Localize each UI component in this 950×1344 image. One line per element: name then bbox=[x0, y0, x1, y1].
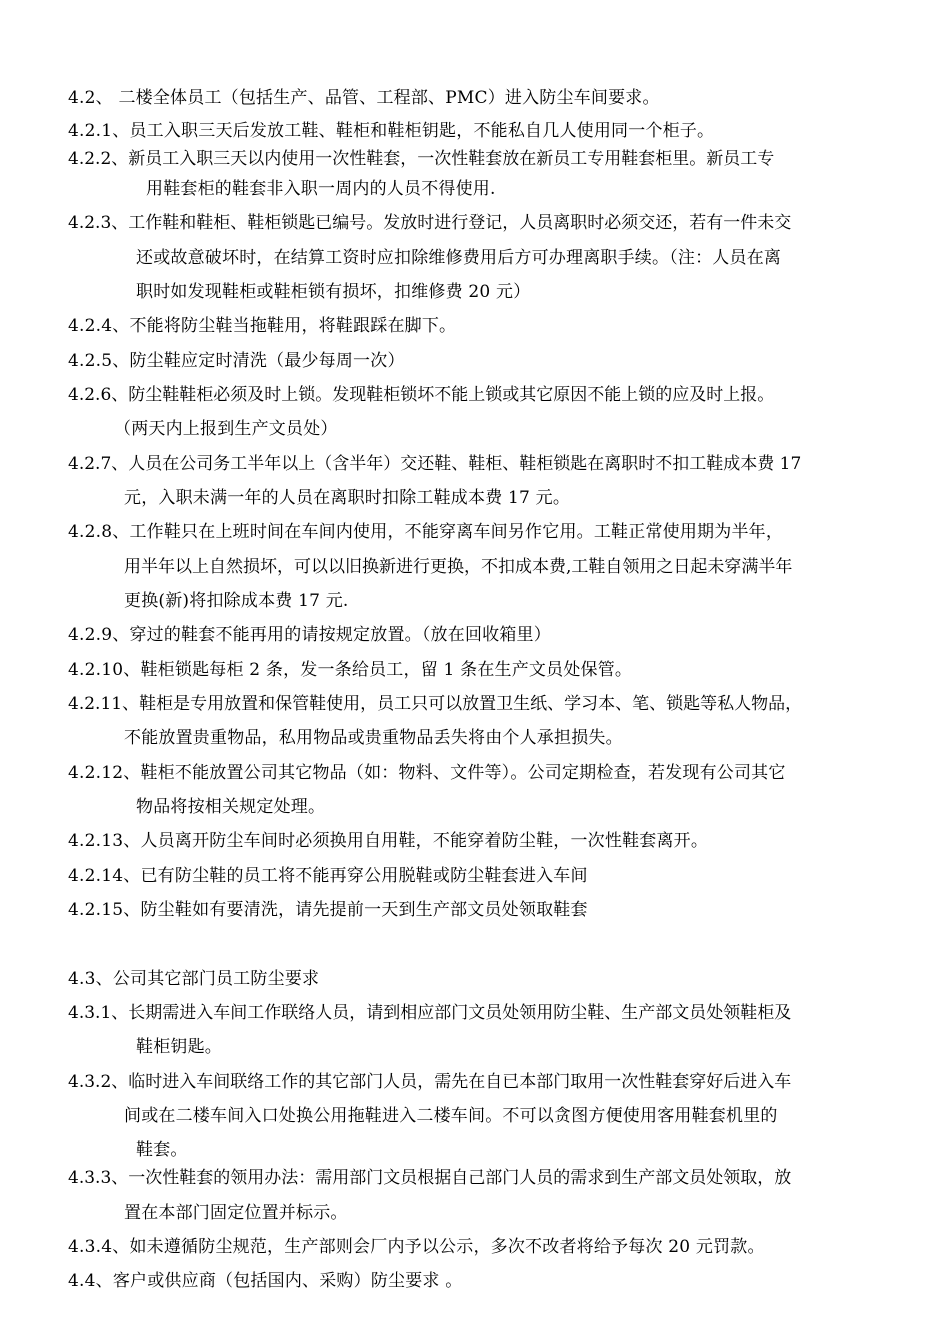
item-4-2-8-cont-2: 更换(新)将扣除成本费 17 元. bbox=[124, 591, 349, 611]
item-4-2-2: 4.2.2、新员工入职三天以内使用一次性鞋套，一次性鞋套放在新员工专用鞋套柜里。新员工专 bbox=[68, 149, 775, 169]
item-4-2-3-cont-1: 还或故意破坏时，在结算工资时应扣除维修费用后方可办理离职手续。（注：人员在离 bbox=[136, 248, 782, 268]
section-4-2-heading: 4.2、 二楼全体员工（包括生产、品管、工程部、PMC）进入防尘车间要求。 bbox=[68, 88, 660, 108]
item-4-2-12-cont: 物品将按相关规定处理。 bbox=[136, 797, 326, 817]
item-4-3-1-cont: 鞋柜钥匙。 bbox=[136, 1037, 222, 1057]
item-4-2-11-cont: 不能放置贵重物品，私用物品或贵重物品丢失将由个人承担损失。 bbox=[124, 728, 623, 748]
item-4-3-2: 4.3.2、临时进入车间联络工作的其它部门人员，需先在自已本部门取用一次性鞋套穿好后进入车 bbox=[68, 1072, 792, 1092]
item-4-2-4: 4.2.4、不能将防尘鞋当拖鞋用，将鞋跟踩在脚下。 bbox=[68, 316, 457, 336]
item-4-2-8: 4.2.8、工作鞋只在上班时间在车间内使用，不能穿离车间另作它用。工鞋正常使用期为半年， bbox=[68, 522, 784, 542]
item-4-3-2-cont-1: 间或在二楼车间入口处换公用拖鞋进入二楼车间。不可以贪图方便使用客用鞋套机里的 bbox=[124, 1106, 778, 1126]
item-4-3-1: 4.3.1、长期需进入车间工作联络人员，请到相应部门文员处领用防尘鞋、生产部文员处领鞋柜及 bbox=[68, 1003, 792, 1023]
item-4-2-7: 4.2.7、人员在公司务工半年以上（含半年）交还鞋、鞋柜、鞋柜锁匙在离职时不扣工鞋成本费 17 bbox=[68, 454, 802, 474]
item-4-2-3: 4.2.3、工作鞋和鞋柜、鞋柜锁匙已编号。发放时进行登记，人员离职时必须交还，若有一件未交 bbox=[68, 213, 792, 233]
item-4-2-6-cont: （两天内上报到生产文员处） bbox=[114, 419, 338, 439]
item-4-2-11: 4.2.11、鞋柜是专用放置和保管鞋使用，员工只可以放置卫生纸、学习本、笔、锁匙等私人物品， bbox=[68, 694, 803, 714]
item-4-3-3: 4.3.3、一次性鞋套的领用办法：需用部门文员根据自己部门人员的需求到生产部文员处领取，放 bbox=[68, 1168, 792, 1188]
item-4-2-6: 4.2.6、防尘鞋鞋柜必须及时上锁。发现鞋柜锁坏不能上锁或其它原因不能上锁的应及时上报。 bbox=[68, 385, 775, 405]
section-4-3-heading: 4.3、公司其它部门员工防尘要求 bbox=[68, 969, 320, 989]
item-4-2-8-cont-1: 用半年以上自然损坏，可以以旧换新进行更换，不扣成本费,工鞋自领用之日起未穿满半年 bbox=[124, 557, 793, 577]
item-4-3-3-cont: 置在本部门固定位置并标示。 bbox=[124, 1203, 348, 1223]
section-4-4-heading: 4.4、客户或供应商（包括国内、采购）防尘要求 。 bbox=[68, 1271, 463, 1291]
item-4-2-12: 4.2.12、鞋柜不能放置公司其它物品（如：物料、文件等）。公司定期检查，若发现有公司其它 bbox=[68, 763, 786, 783]
item-4-2-9: 4.2.9、穿过的鞋套不能再用的请按规定放置。（放在回收箱里） bbox=[68, 625, 551, 645]
item-4-2-2-cont: 用鞋套柜的鞋套非入职一周内的人员不得使用. bbox=[146, 179, 496, 199]
item-4-2-7-cont: 元，入职未满一年的人员在离职时扣除工鞋成本费 17 元。 bbox=[124, 488, 571, 508]
item-4-2-13: 4.2.13、人员离开防尘车间时必须换用自用鞋，不能穿着防尘鞋，一次性鞋套离开。 bbox=[68, 831, 709, 851]
item-4-2-5: 4.2.5、防尘鞋应定时清洗（最少每周一次） bbox=[68, 351, 405, 371]
item-4-2-3-cont-2: 职时如发现鞋柜或鞋柜锁有损坏，扣维修费 20 元） bbox=[136, 282, 531, 302]
item-4-2-1: 4.2.1、员工入职三天后发放工鞋、鞋柜和鞋柜钥匙，不能私自几人使用同一个柜子。 bbox=[68, 121, 715, 141]
item-4-2-14: 4.2.14、已有防尘鞋的员工将不能再穿公用脱鞋或防尘鞋套进入车间 bbox=[68, 866, 588, 886]
item-4-3-2-cont-2: 鞋套。 bbox=[136, 1140, 188, 1160]
item-4-3-4: 4.3.4、如未遵循防尘规范，生产部则会厂内予以公示，多次不改者将给予每次 20 元罚款。 bbox=[68, 1237, 765, 1257]
item-4-2-15: 4.2.15、防尘鞋如有要清洗，请先提前一天到生产部文员处领取鞋套 bbox=[68, 900, 588, 920]
item-4-2-10: 4.2.10、鞋柜锁匙每柜 2 条，发一条给员工，留 1 条在生产文员处保管。 bbox=[68, 660, 633, 680]
